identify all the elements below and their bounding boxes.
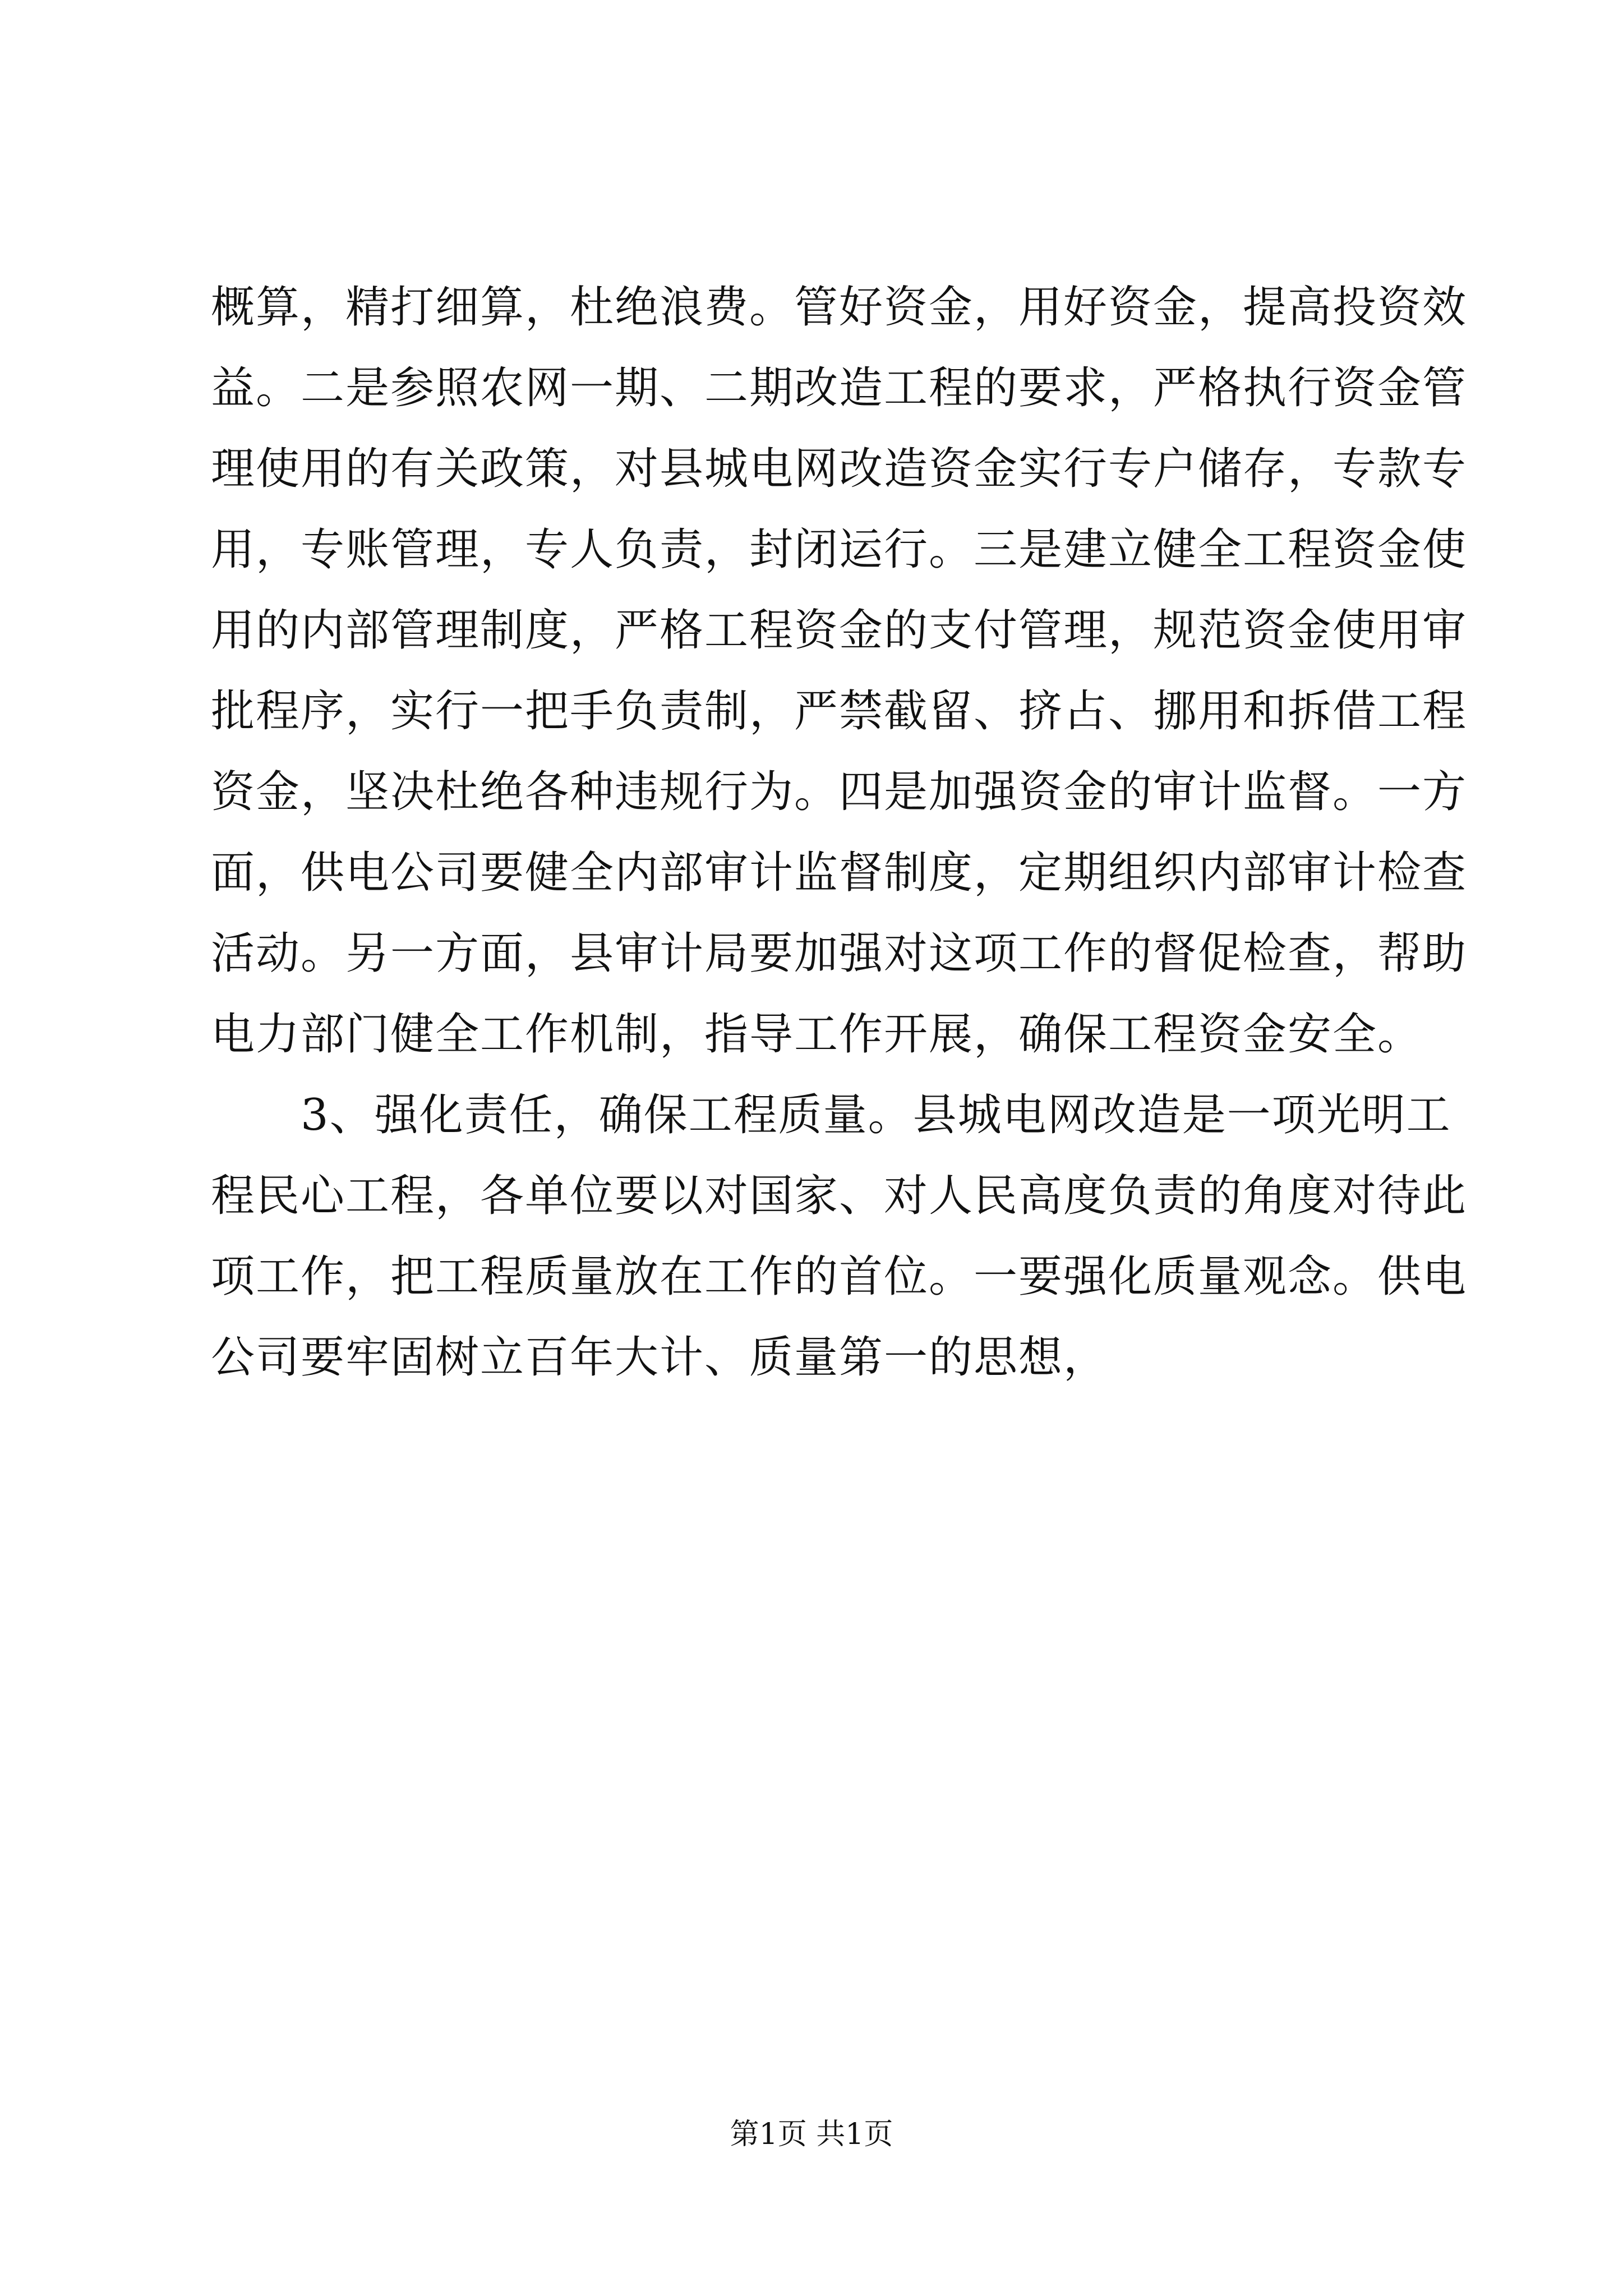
body-text <box>211 267 1468 1398</box>
page-footer: 第1页 共1页 <box>730 2118 893 2151</box>
text-line: 概算，精打细算，杜绝浪费。管好资金，用好资金，提高投资效 <box>211 282 1468 333</box>
paragraph-start-line: 3、强化责任，确保工程质量。县城电网改造是一项光明工 <box>211 1090 1451 1140</box>
text-line: 程民心工程，各单位要以对国家、对人民高度负责的角度对待此 <box>211 1171 1468 1221</box>
text-line: 益。二是参照农网一期、二期改造工程的要求，严格执行资金管 <box>211 363 1468 413</box>
text-line: 用的内部管理制度，严格工程资金的支付管理，规范资金使用审 <box>211 605 1468 656</box>
text-line: 面，供电公司要健全内部审计监督制度，定期组织内部审计检查 <box>211 848 1468 898</box>
text-line: 活动。另一方面，县审计局要加强对这项工作的督促检查，帮助 <box>211 928 1468 979</box>
text-line: 批程序，实行一把手负责制，严禁截留、挤占、挪用和拆借工程 <box>211 686 1468 737</box>
text-line: 用，专账管理，专人负责，封闭运行。三是建立健全工程资金使 <box>211 524 1468 575</box>
text-line: 电力部门健全工作机制，指导工作开展，确保工程资金安全。 <box>211 1009 1423 1060</box>
text-line: 项工作，把工程质量放在工作的首位。一要强化质量观念。供电 <box>211 1251 1468 1302</box>
text-line: 公司要牢固树立百年大计、质量第一的思想， <box>211 1332 1109 1383</box>
text-line: 理使用的有关政策，对县城电网改造资金实行专户储存，专款专 <box>211 444 1468 494</box>
text-line: 资金，坚决杜绝各种违规行为。四是加强资金的审计监督。一方 <box>211 767 1468 817</box>
